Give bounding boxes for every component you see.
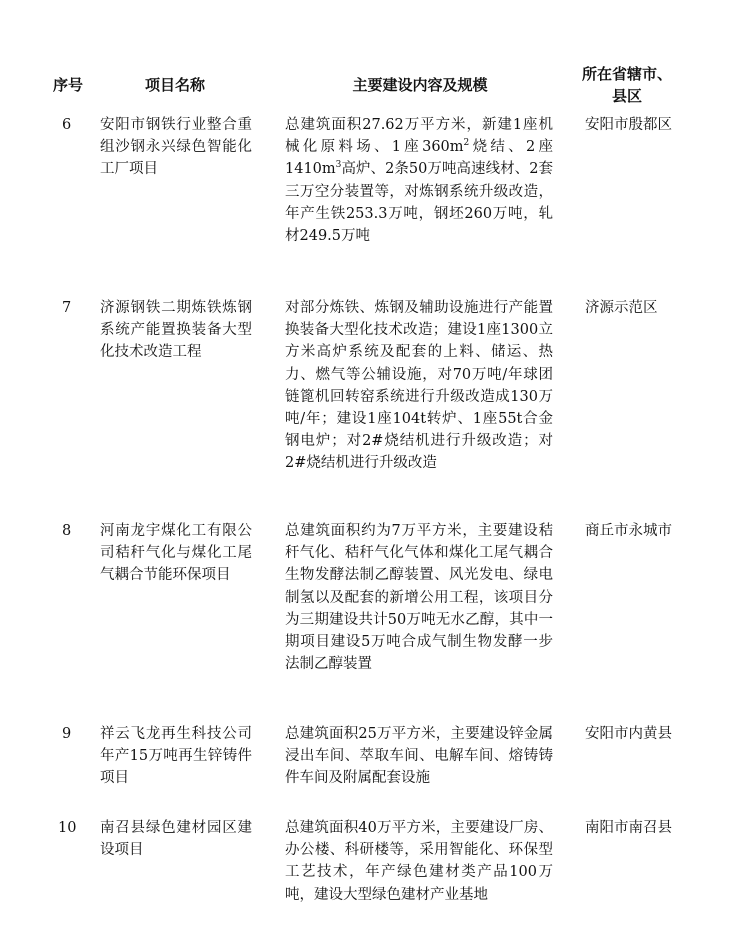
row-content: 总建筑面积25万平方米，主要建设锌金属浸出车间、萃取车间、电解车间、熔铸铸件车间及附属配套设施 bbox=[285, 726, 553, 787]
header-name: 项目名称 bbox=[144, 76, 205, 94]
row-content: 总建筑面积约为7万平方米，主要建设秸秆气化、秸秆气化气体和煤化工尾气耦合生物发酵法制乙醇装置、风光发电、绿电制氢以及配套的新增公用工程，该项目分为三期建设共计50万吨无水乙醇，其中一期项目建设5万吨合成气制生物发酵一步法制乙醇装置 bbox=[285, 523, 553, 673]
row-name: 祥云飞龙再生科技公司年产15万吨再生锌铸件项目 bbox=[100, 726, 252, 787]
row-location: 济源示范区 bbox=[585, 300, 658, 316]
row-content bbox=[285, 114, 553, 247]
header-content: 主要建设内容及规模 bbox=[352, 76, 488, 94]
row-name: 南召县绿色建材园区建设项目 bbox=[100, 820, 252, 859]
header-location bbox=[572, 63, 682, 107]
row-content-part: 总建筑面积27.62万平方米，新建1座机械化原料场、1座360m bbox=[285, 117, 553, 156]
row-location: 南阳市南召县 bbox=[585, 820, 672, 836]
row-content-part: 烧结、2座1410m bbox=[285, 139, 553, 178]
row-location: 安阳市殷都区 bbox=[585, 117, 672, 133]
header-location-line1: 所在省辖市、 bbox=[581, 65, 672, 83]
header-location-line2: 县区 bbox=[611, 87, 642, 105]
row-name: 河南龙宇煤化工有限公司秸秆气化与煤化工尾气耦合节能环保项目 bbox=[100, 523, 252, 584]
row-no: 7 bbox=[62, 300, 72, 316]
superscript: 3 bbox=[335, 160, 342, 171]
row-name: 济源钢铁二期炼铁炼钢系统产能置换装备大型化技术改造工程 bbox=[100, 300, 252, 361]
row-content: 对部分炼铁、炼钢及辅助设施进行产能置换装备大型化技术改造；建设1座1300立方米高炉系统及配套的上料、储运、热力、燃气等公辅设施，对70万吨/年球团链篦机回转窑系统进行升级改造成130万吨/年；建设1座104t转炉、1座55t合金钢电炉；对2#烧结机进行升级改造；对2#烧结机进行升级改造 bbox=[285, 300, 553, 472]
row-location: 安阳市内黄县 bbox=[585, 726, 672, 742]
header-no: 序号 bbox=[52, 76, 83, 94]
row-location: 商丘市永城市 bbox=[585, 523, 672, 539]
row-name: 安阳市钢铁行业整合重组沙钢永兴绿色智能化工厂项目 bbox=[100, 117, 252, 178]
row-content: 总建筑面积40万平方米，主要建设厂房、办公楼、科研楼等，采用智能化、环保型工艺技术，年产绿色建材类产品100万吨，建设大型绿色建材产业基地 bbox=[285, 820, 553, 903]
row-content-part: 高炉、2条50万吨高速线材、2套三万空分装置等，对炼钢系统升级改造，年产生铁253.3万吨，钢坯260万吨，轧材249.5万吨 bbox=[285, 161, 553, 245]
row-no: 6 bbox=[62, 117, 72, 133]
superscript: 2 bbox=[463, 138, 470, 149]
row-no: 9 bbox=[62, 726, 72, 742]
row-no: 10 bbox=[58, 820, 77, 836]
row-no: 8 bbox=[62, 523, 72, 539]
